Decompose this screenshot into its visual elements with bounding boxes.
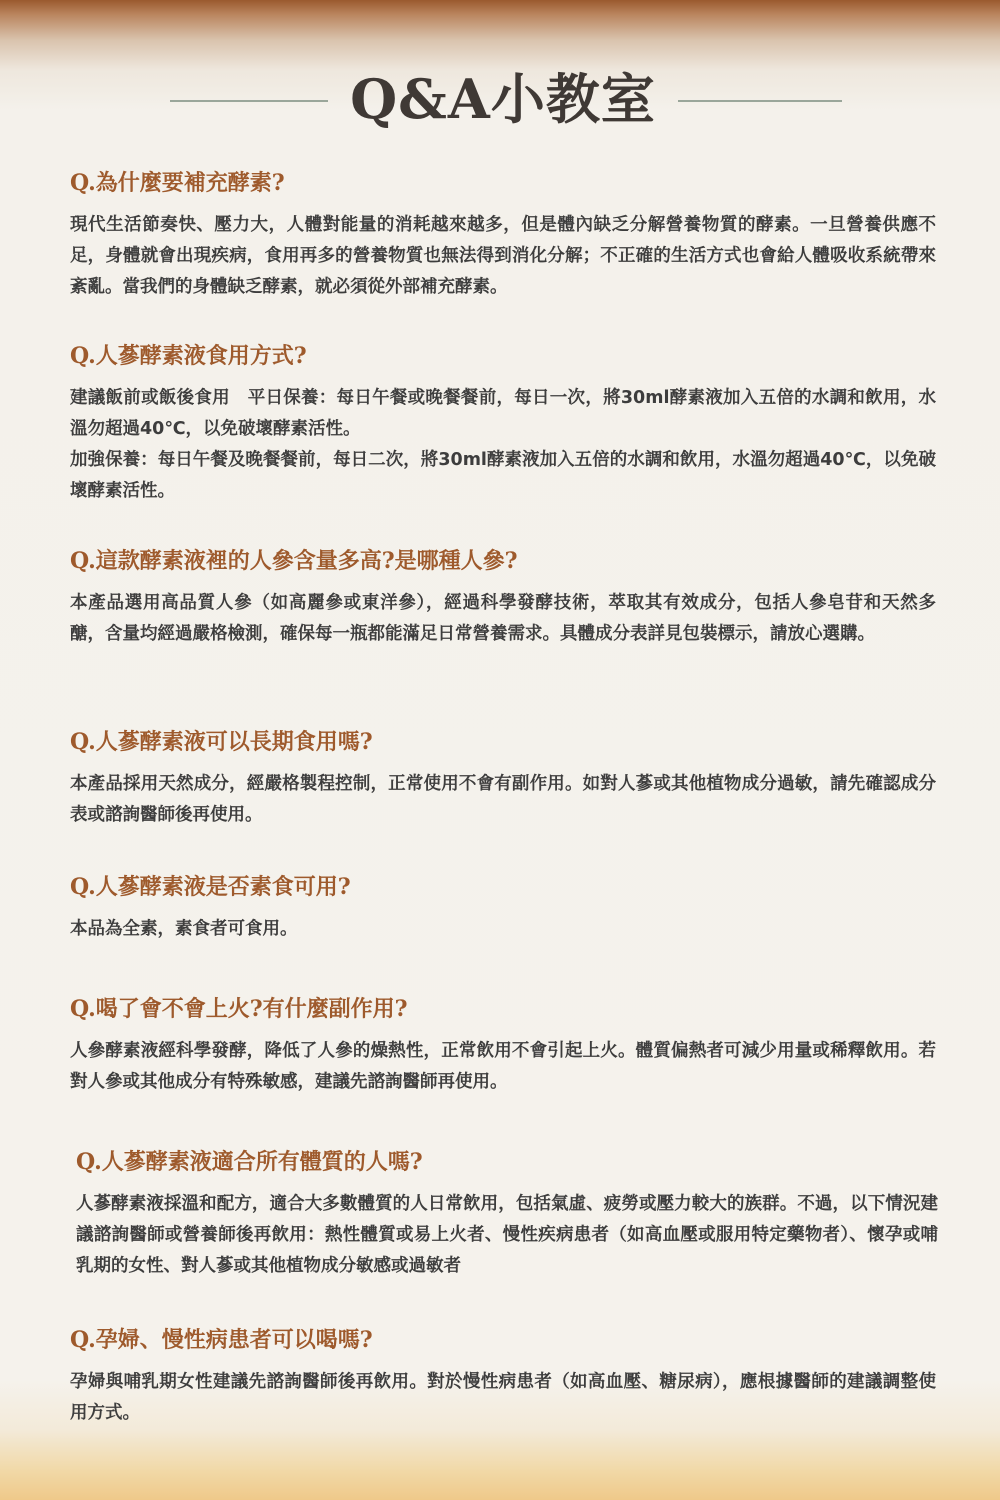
answer-2-paragraph-1: 建議飯前或飯後食用 平日保養：每日午餐或晚餐餐前，每日一次，將30ml酵素液加入五倍的水調和飲用，水溫勿超過40℃，以免破壞酵素活性。 — [70, 388, 936, 439]
answer-1 — [70, 210, 936, 303]
header — [0, 58, 1000, 138]
answer-6 — [70, 1036, 936, 1098]
answer-2-paragraph-2: 加強保養：每日午餐及晚餐餐前，每日二次，將30ml酵素液加入五倍的水調和飲用，水溫勿超過40℃，以免破壞酵素活性。 — [70, 450, 936, 501]
qa-item-4 — [70, 727, 936, 831]
question-2: Q.人蔘酵素液食用方式? — [70, 343, 307, 369]
answer-4 — [70, 769, 936, 831]
question-1: Q.為什麼要補充酵素? — [70, 170, 285, 196]
question-8: Q.孕婦、慢性病患者可以喝嗎? — [70, 1327, 373, 1353]
answer-2 — [70, 383, 936, 507]
title-divider-left — [170, 100, 328, 102]
question-3: Q.這款酵素液裡的人參含量多高?是哪種人參? — [70, 548, 518, 574]
answer-3 — [70, 588, 936, 650]
answer-7-paragraph-1: 人蔘酵素液採溫和配方，適合大多數體質的人日常飲用，包括氣虛、疲勞或壓力較大的族群。不過，以下情況建議諮詢醫師或營養師後再飲用：熱性體質或易上火者、慢性疾病患者（如高血壓或服用特定藥物者）、懷孕或哺乳期的女性、對人蔘或其他植物成分敏感或過敏者 — [76, 1194, 938, 1276]
qa-item-5 — [70, 872, 936, 945]
question-5: Q.人蔘酵素液是否素食可用? — [70, 874, 351, 900]
page-title: Q&A小教室 — [350, 67, 656, 131]
qa-item-7 — [76, 1147, 938, 1282]
answer-5 — [70, 914, 936, 945]
qa-item-2 — [70, 341, 936, 507]
question-7: Q.人蔘酵素液適合所有體質的人嗎? — [76, 1149, 423, 1175]
answer-7 — [76, 1189, 938, 1282]
qa-item-8 — [70, 1325, 936, 1429]
answer-3-paragraph-1: 本產品選用高品質人參（如高麗參或東洋參），經過科學發酵技術，萃取其有效成分，包括人參皂苷和天然多醣，含量均經過嚴格檢測，確保每一瓶都能滿足日常營養需求。具體成分表詳見包裝標示，請放心選購。 — [70, 593, 936, 644]
qa-item-6 — [70, 994, 936, 1098]
qa-item-3 — [70, 546, 936, 650]
answer-6-paragraph-1: 人參酵素液經科學發酵，降低了人參的燥熱性，正常飲用不會引起上火。體質偏熱者可減少用量或稀釋飲用。若對人參或其他成分有特殊敏感，建議先諮詢醫師再使用。 — [70, 1041, 936, 1092]
question-6: Q.喝了會不會上火?有什麼副作用? — [70, 996, 408, 1022]
answer-1-paragraph-1: 現代生活節奏快、壓力大，人體對能量的消耗越來越多，但是體內缺乏分解營養物質的酵素。一旦營養供應不足，身體就會出現疾病，食用再多的營養物質也無法得到消化分解；不正確的生活方式也會給人體吸收系統帶來紊亂。當我們的身體缺乏酵素，就必須從外部補充酵素。 — [70, 215, 936, 297]
answer-5-paragraph-1: 本品為全素，素食者可食用。 — [70, 919, 298, 939]
answer-8-paragraph-1: 孕婦與哺乳期女性建議先諮詢醫師後再飲用。對於慢性病患者（如高血壓、糖尿病），應根據醫師的建議調整使用方式。 — [70, 1372, 936, 1423]
qa-item-1 — [70, 168, 936, 303]
answer-8 — [70, 1367, 936, 1429]
question-4: Q.人蔘酵素液可以長期食用嗎? — [70, 729, 373, 755]
answer-4-paragraph-1: 本產品採用天然成分，經嚴格製程控制，正常使用不會有副作用。如對人蔘或其他植物成分過敏，請先確認成分表或諮詢醫師後再使用。 — [70, 774, 936, 825]
title-divider-right — [678, 100, 842, 102]
